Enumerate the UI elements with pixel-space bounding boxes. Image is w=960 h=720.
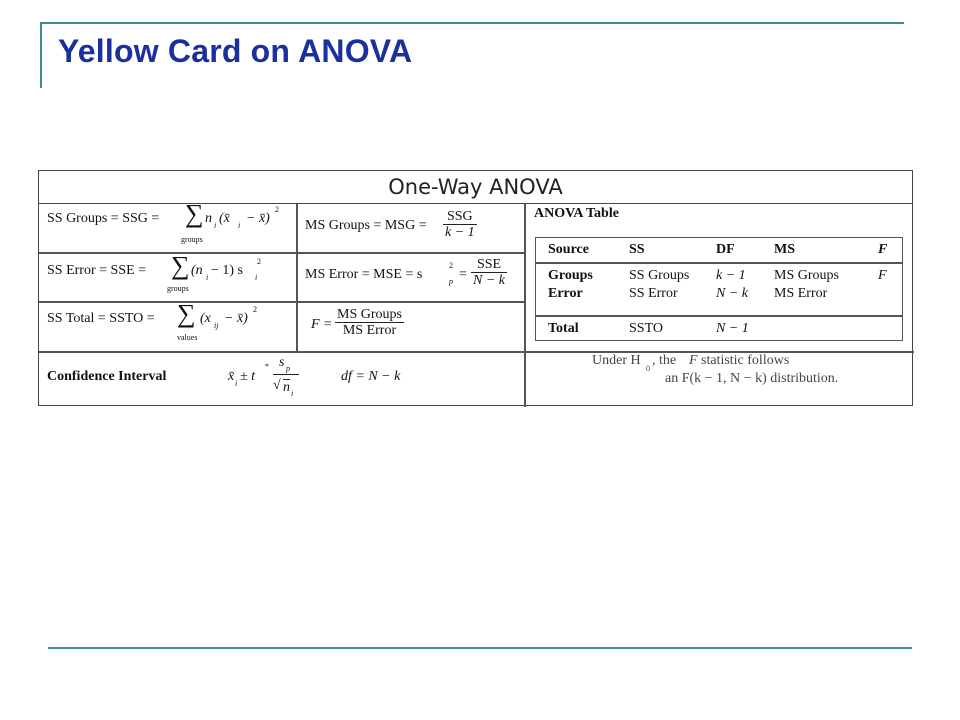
- ss-groups-sum-sub: groups: [181, 235, 203, 244]
- ci-den: n: [283, 380, 290, 395]
- ss-total-label: SS Total = SSTO =: [47, 311, 155, 326]
- ss-total-exp: 2: [253, 305, 257, 314]
- ss-error-term-sub: i: [206, 273, 209, 282]
- table-cell: MS Groups: [774, 268, 839, 283]
- ss-error-exp: 2: [257, 257, 261, 266]
- ms-groups-den: k − 1: [445, 225, 475, 240]
- ci-label: Confidence Interval: [47, 369, 167, 384]
- slide-title: Yellow Card on ANOVA: [58, 33, 413, 69]
- divider-vertical-2: [524, 203, 526, 407]
- ss-total-term-rest: − x̄): [224, 311, 248, 326]
- anova-header-f: F: [878, 242, 888, 257]
- table-cell: N − k: [716, 286, 748, 301]
- table-cell: N − 1: [716, 321, 749, 336]
- f-stat-den: MS Error: [335, 322, 404, 338]
- anova-table-rule-2: [536, 315, 902, 317]
- anova-header-df: DF: [716, 242, 735, 257]
- sum-icon: ∑: [185, 199, 204, 228]
- ci-xbar-sub: i: [235, 379, 238, 388]
- anova-table-rule-1: [536, 262, 902, 264]
- ss-error-sum-sub: groups: [167, 284, 189, 293]
- ss-error-term: (n: [191, 263, 203, 278]
- ss-total-sum-sub: values: [177, 333, 198, 342]
- side-rule: [40, 22, 42, 88]
- note-line1-f: F: [689, 353, 698, 368]
- ms-error-sub: p: [449, 277, 453, 286]
- ms-error-eq: =: [459, 267, 467, 282]
- table-cell: Total: [548, 321, 579, 336]
- ms-error-num: SSE: [476, 257, 502, 272]
- table-cell: k − 1: [716, 268, 746, 283]
- ms-error-label: MS Error = MSE = s: [305, 267, 423, 282]
- ci-df: df = N − k: [341, 369, 401, 384]
- anova-header-source: Source: [548, 242, 589, 257]
- divider-row-1: [39, 252, 525, 254]
- table-cell: Groups: [548, 268, 593, 283]
- ci-num: s: [279, 355, 285, 370]
- table-cell: Error: [548, 286, 583, 301]
- ss-groups-label: SS Groups = SSG =: [47, 211, 160, 226]
- table-cell: SS Groups: [629, 268, 690, 283]
- ms-error-exp: 2: [449, 261, 453, 270]
- f-stat-num: MS Groups: [337, 307, 402, 322]
- anova-table-heading: ANOVA Table: [534, 206, 619, 221]
- note-line1-a: Under H: [592, 353, 641, 368]
- ss-groups-term-sub: i: [214, 221, 217, 230]
- ms-groups-fraction: [443, 209, 477, 240]
- ss-groups-paren-rest: − x̄): [246, 211, 270, 226]
- ss-groups-exp: 2: [275, 205, 279, 214]
- ci-pm: ± t: [240, 369, 256, 384]
- ms-groups-num: SSG: [446, 209, 473, 224]
- ci-xbar: x̄: [228, 369, 235, 384]
- ms-error-fraction: [471, 257, 507, 288]
- sum-icon: ∑: [171, 251, 190, 280]
- ss-groups-paren: (x̄: [219, 211, 230, 226]
- f-stat-label: F =: [311, 317, 333, 332]
- ci-num-sub: p: [286, 364, 290, 373]
- note-line1-c: statistic follows: [701, 353, 790, 368]
- note-line1-sub: 0: [646, 364, 650, 373]
- ss-groups-paren-sub: i: [238, 221, 241, 230]
- table-cell: MS Error: [774, 286, 828, 301]
- sum-icon: ∑: [177, 299, 196, 328]
- ss-total-term: (x: [200, 311, 211, 326]
- note-line2: an F(k − 1, N − k) distribution.: [665, 371, 839, 386]
- ci-den-radical: √: [273, 378, 281, 393]
- divider-vertical-1: [296, 203, 298, 351]
- ci-fraction-bar: [273, 374, 299, 375]
- ss-error-s-sub: i: [255, 273, 258, 282]
- note-line1-b: , the: [652, 353, 677, 368]
- table-cell: SS Error: [629, 286, 678, 301]
- ss-groups-term: n: [205, 211, 212, 226]
- ss-error-term-rest: − 1) s: [211, 263, 244, 278]
- card-title: One-Way ANOVA: [39, 171, 912, 204]
- ms-error-den: N − k: [473, 273, 505, 288]
- ss-total-term-sub: ij: [214, 321, 219, 330]
- divider-row-2: [39, 301, 525, 303]
- anova-header-ss: SS: [629, 242, 645, 257]
- table-cell: SSTO: [629, 321, 663, 336]
- ci-star: *: [265, 362, 269, 371]
- anova-card: [38, 170, 913, 406]
- table-cell: F: [878, 268, 887, 283]
- f-stat-fraction: [335, 307, 404, 338]
- top-rule: [40, 22, 904, 24]
- anova-table: [535, 237, 903, 341]
- ci-den-sub: i: [291, 389, 294, 398]
- ss-error-label: SS Error = SSE =: [47, 263, 147, 278]
- anova-header-ms: MS: [774, 242, 795, 257]
- bottom-rule: [48, 647, 912, 649]
- ms-groups-label: MS Groups = MSG =: [305, 218, 427, 233]
